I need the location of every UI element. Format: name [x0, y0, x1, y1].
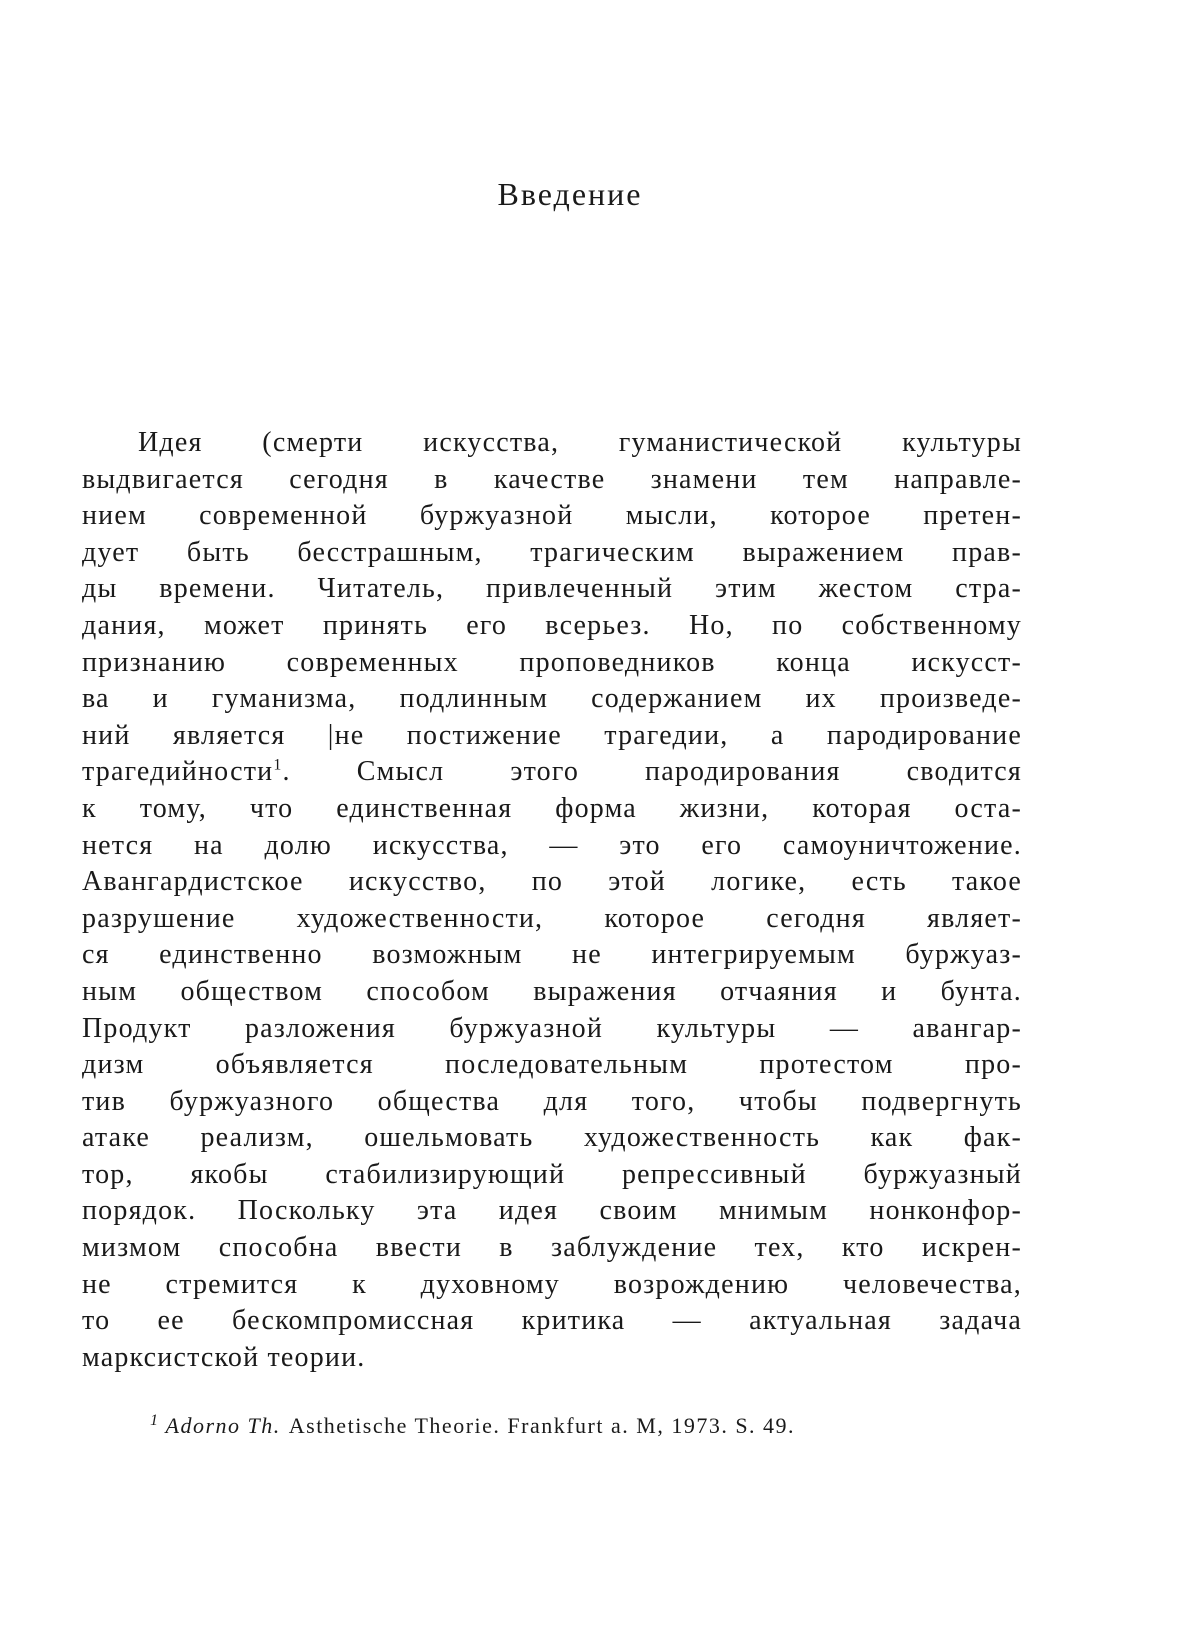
paragraph-line: порядок. Поскольку эта идея своим мнимым нонконфор- — [82, 1195, 1022, 1227]
paragraph-line-with-reference — [82, 754, 1022, 791]
paragraph-line: к тому, что единственная форма жизни, которая оста- — [82, 792, 1022, 824]
footnote-author: Adorno Th. — [165, 1413, 281, 1438]
paragraph-line: тив буржуазного общества для того, чтобы подвергнуть — [82, 1085, 1022, 1117]
paragraph-line: дания, может принять его всерьез. Но, по собственному — [82, 609, 1022, 641]
paragraph-line: ся единственно возможным не интегрируемым буржуаз- — [82, 939, 1022, 971]
line-start-text: трагедийности — [82, 756, 274, 788]
line-end-text: . Смысл этого пародирования сводится — [282, 756, 1022, 788]
paragraph-line: атаке реализм, ошельмовать художественность как фак- — [82, 1122, 1022, 1154]
paragraph-line: марксистской теории. — [82, 1341, 366, 1373]
body-paragraph — [82, 425, 1022, 1376]
paragraph-line: ний является |не постижение трагедии, а пародирование — [82, 719, 1022, 751]
footnote-number: 1 — [150, 1411, 160, 1429]
paragraph-line: Авангардистское искусство, по этой логике, есть такое — [82, 866, 1022, 898]
paragraph-line: то ее бескомпромиссная критика — актуальная задача — [82, 1305, 1022, 1337]
paragraph-line: тор, якобы стабилизирующий репрессивный буржуазный — [82, 1158, 1022, 1190]
footnote-text: Asthetische Theorie. Frankfurt a. M, 1973. S. 49. — [288, 1413, 796, 1438]
chapter-heading: Введение — [497, 176, 643, 212]
paragraph-line: ва и гуманизма, подлинным содержанием их произведе- — [82, 683, 1022, 715]
paragraph-line: признанию современных проповедников конца искусст- — [82, 646, 1022, 678]
footnote-reference: 1 — [273, 757, 283, 775]
paragraph-line: нием современной буржуазной мысли, которое претен- — [82, 500, 1022, 532]
paragraph-line: дует быть бесстрашным, трагическим выражением прав- — [82, 536, 1022, 568]
footnote — [150, 1413, 795, 1439]
paragraph-line: ным обществом способом выражения отчаяния и бунта. — [82, 975, 1022, 1007]
paragraph-line: дизм объявляется последовательным протестом про- — [82, 1049, 1022, 1081]
paragraph-line: ды времени. Читатель, привлеченный этим жестом стра- — [82, 573, 1022, 605]
paragraph-line: разрушение художественности, которое сегодня являет- — [82, 902, 1022, 934]
paragraph-line: мизмом способна ввести в заблуждение тех, кто искрен- — [82, 1232, 1022, 1264]
paragraph-line: Продукт разложения буржуазной культуры — авангар- — [82, 1012, 1022, 1044]
paragraph-line: не стремится к духовному возрождению человечества, — [82, 1268, 1022, 1300]
paragraph-line: выдвигается сегодня в качестве знамени тем направле- — [82, 463, 1022, 495]
paragraph-line: нется на долю искусства, — это его самоуничтожение. — [82, 829, 1022, 861]
paragraph-line: Идея (смерти искусства, гуманистической культуры — [138, 427, 1022, 458]
